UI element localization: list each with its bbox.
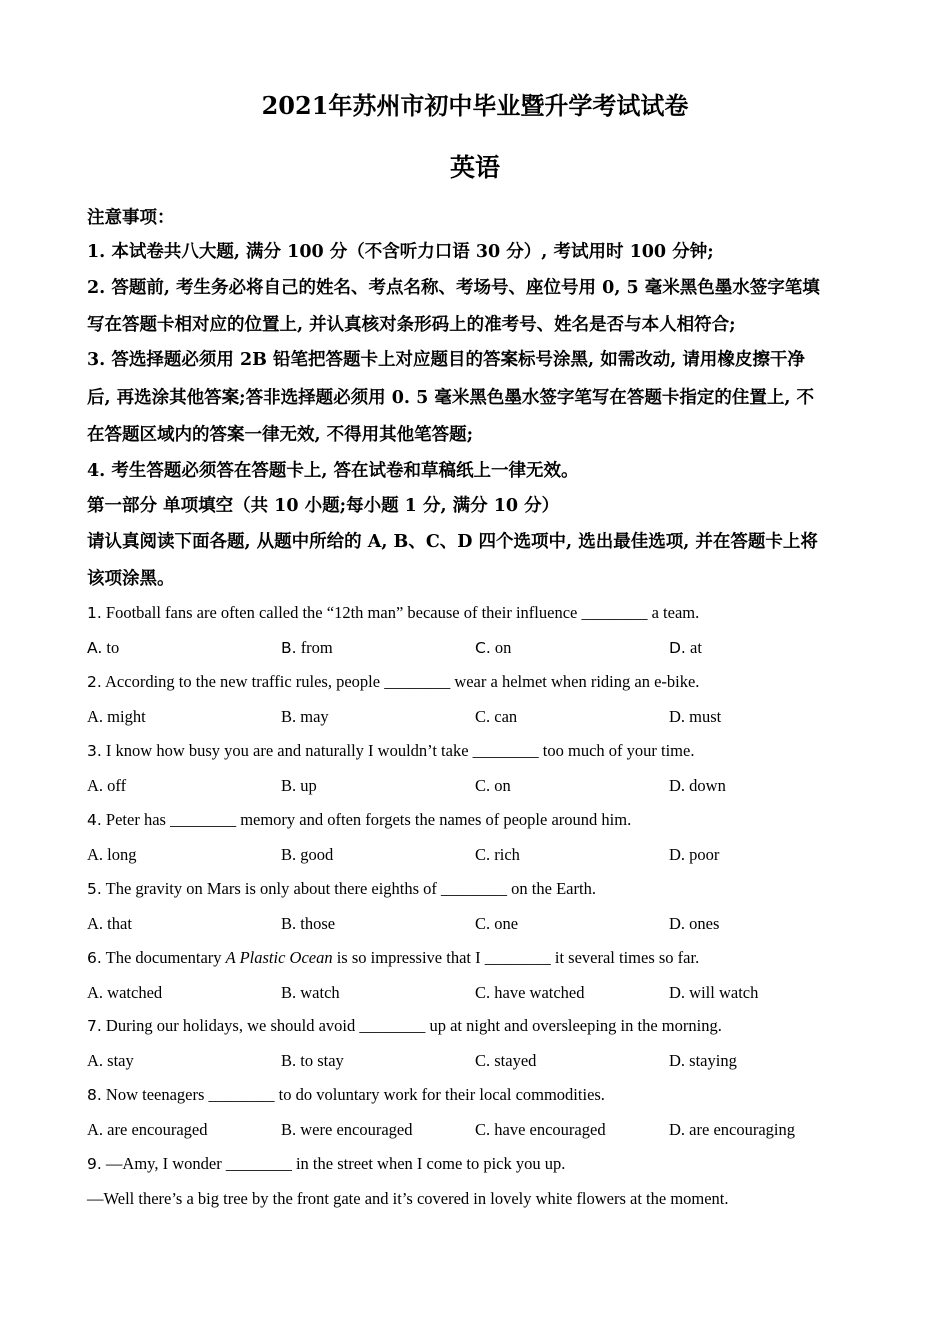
option-d[interactable] bbox=[669, 982, 758, 1004]
question-5 bbox=[87, 878, 596, 900]
question-number: 4. bbox=[87, 811, 102, 829]
option-letter: C. bbox=[475, 983, 491, 1002]
option-letter: A. bbox=[87, 639, 103, 657]
option-c[interactable] bbox=[475, 775, 511, 797]
option-c[interactable] bbox=[475, 706, 517, 728]
question-7 bbox=[87, 1015, 722, 1037]
option-letter: D. bbox=[669, 776, 686, 795]
option-d[interactable] bbox=[669, 1119, 795, 1141]
option-b[interactable] bbox=[281, 844, 333, 866]
notice-line: 写在答题卡相对应的位置上, 并认真核对条形码上的准考号、姓名是否与本人相符合; bbox=[87, 315, 736, 335]
option-text: at bbox=[690, 638, 702, 657]
option-letter: D. bbox=[669, 639, 686, 657]
question-stem: During our holidays, we should avoid ________ up at night and oversleeping in the morning. bbox=[105, 1016, 722, 1035]
question-stem: Football fans are often called the “12th man” because of their influence ________ a team. bbox=[105, 603, 700, 622]
question-number: 9. bbox=[87, 1155, 102, 1173]
option-letter: B. bbox=[281, 1120, 297, 1139]
option-b[interactable] bbox=[281, 706, 329, 728]
option-a[interactable] bbox=[87, 982, 162, 1004]
option-c[interactable] bbox=[475, 1119, 606, 1141]
question-8 bbox=[87, 1084, 605, 1106]
option-letter: D. bbox=[669, 1120, 686, 1139]
option-letter: C. bbox=[475, 1120, 491, 1139]
option-text: have watched bbox=[494, 983, 585, 1002]
question-9 bbox=[87, 1153, 565, 1175]
option-text: good bbox=[300, 845, 334, 864]
option-letter: D. bbox=[669, 707, 686, 726]
exam-subject: 英语 bbox=[449, 153, 500, 182]
option-d[interactable] bbox=[669, 913, 719, 935]
question-number: 7. bbox=[87, 1017, 102, 1035]
question-stem: I know how busy you are and naturally I wouldn’t take ________ too much of your time. bbox=[105, 741, 695, 760]
question-stem-post: is so impressive that I ________ it several times so far. bbox=[332, 948, 700, 967]
question-3 bbox=[87, 740, 694, 762]
option-letter: D. bbox=[669, 983, 686, 1002]
question-stem: —Amy, I wonder ________ in the street when I come to pick you up. bbox=[105, 1154, 566, 1173]
option-letter: C. bbox=[475, 1051, 491, 1070]
option-text: must bbox=[689, 707, 722, 726]
option-letter: A. bbox=[87, 707, 104, 726]
option-a[interactable] bbox=[87, 913, 132, 935]
question-4-options bbox=[87, 844, 863, 866]
option-text: watch bbox=[300, 983, 340, 1002]
option-c[interactable] bbox=[475, 844, 520, 866]
option-text: stayed bbox=[494, 1051, 537, 1070]
option-d[interactable] bbox=[669, 637, 702, 659]
question-stem: According to the new traffic rules, people ________ wear a helmet when riding an e-bike. bbox=[105, 672, 700, 691]
question-number: 2. bbox=[87, 673, 102, 691]
option-text: might bbox=[107, 707, 146, 726]
option-text: poor bbox=[689, 845, 720, 864]
option-letter: B. bbox=[281, 776, 297, 795]
option-letter: B. bbox=[281, 639, 297, 657]
option-text: will watch bbox=[689, 983, 759, 1002]
option-letter: A. bbox=[87, 845, 104, 864]
option-c[interactable] bbox=[475, 637, 511, 659]
option-text: down bbox=[689, 776, 726, 795]
option-d[interactable] bbox=[669, 706, 721, 728]
option-letter: A. bbox=[87, 1051, 104, 1070]
documentary-title: A Plastic Ocean bbox=[225, 948, 333, 967]
option-a[interactable] bbox=[87, 706, 146, 728]
option-text: stay bbox=[107, 1051, 134, 1070]
question-6 bbox=[87, 947, 699, 969]
option-text: may bbox=[300, 707, 329, 726]
option-a[interactable] bbox=[87, 775, 126, 797]
option-d[interactable] bbox=[669, 844, 719, 866]
option-letter: A. bbox=[87, 914, 104, 933]
option-letter: D. bbox=[669, 914, 686, 933]
option-text: that bbox=[107, 914, 132, 933]
question-6-options bbox=[87, 982, 863, 1004]
option-b[interactable] bbox=[281, 1050, 344, 1072]
option-text: rich bbox=[494, 845, 520, 864]
option-letter: C. bbox=[475, 707, 491, 726]
option-text: watched bbox=[107, 983, 163, 1002]
option-text: long bbox=[107, 845, 137, 864]
section-title: 第一部分 单项填空（共 10 小题;每小题 1 分, 满分 10 分） bbox=[87, 496, 560, 516]
option-text: on bbox=[494, 776, 511, 795]
question-5-options bbox=[87, 913, 863, 935]
question-9-reply: —Well there’s a big tree by the front gate and it’s covered in lovely white flowers at the moment. bbox=[87, 1189, 729, 1208]
option-text: one bbox=[494, 914, 519, 933]
option-letter: B. bbox=[281, 1051, 297, 1070]
section-instruction: 请认真阅读下面各题, 从题中所给的 A, B、C、D 四个选项中, 选出最佳选项, 并在答题卡上将 bbox=[87, 532, 818, 552]
option-letter: B. bbox=[281, 845, 297, 864]
option-text: are encouraging bbox=[689, 1120, 795, 1139]
option-b[interactable] bbox=[281, 775, 317, 797]
option-a[interactable] bbox=[87, 1050, 134, 1072]
option-letter: D. bbox=[669, 1051, 686, 1070]
question-number: 6. bbox=[87, 949, 102, 967]
exam-title: 2021年苏州市初中毕业暨升学考试试卷 bbox=[261, 91, 689, 120]
option-letter: C. bbox=[475, 639, 491, 657]
option-text: to stay bbox=[300, 1051, 344, 1070]
option-b[interactable] bbox=[281, 913, 335, 935]
question-stem-pre: The documentary bbox=[105, 948, 226, 967]
option-text: are encouraged bbox=[107, 1120, 208, 1139]
notice-line: 3. 答选择题必须用 2B 铅笔把答题卡上对应题目的答案标号涂黑, 如需改动, 请用橡皮擦干净 bbox=[87, 350, 805, 370]
question-number: 5. bbox=[87, 880, 102, 898]
option-letter: A. bbox=[87, 776, 104, 795]
notice-line: 2. 答题前, 考生务必将自己的姓名、考点名称、考场号、座位号用 0, 5 毫米黑色墨水签字笔填 bbox=[87, 278, 820, 298]
option-text: can bbox=[494, 707, 518, 726]
question-number: 1. bbox=[87, 604, 102, 622]
option-b[interactable] bbox=[281, 637, 333, 659]
option-letter: A. bbox=[87, 983, 104, 1002]
option-letter: B. bbox=[281, 707, 297, 726]
option-text: staying bbox=[689, 1051, 737, 1070]
question-2 bbox=[87, 671, 699, 693]
notice-line: 1. 本试卷共八大题, 满分 100 分（不含听力口语 30 分）, 考试用时 100 分钟; bbox=[87, 242, 714, 262]
question-stem: Peter has ________ memory and often forgets the names of people around him. bbox=[105, 810, 632, 829]
option-text: from bbox=[300, 638, 333, 657]
question-2-options bbox=[87, 706, 863, 728]
option-letter: D. bbox=[669, 845, 686, 864]
option-text: to bbox=[106, 638, 120, 657]
notice-line: 4. 考生答题必须答在答题卡上, 答在试卷和草稿纸上一律无效。 bbox=[87, 461, 579, 481]
option-text: were encouraged bbox=[300, 1120, 413, 1139]
question-number: 8. bbox=[87, 1086, 102, 1104]
option-a[interactable] bbox=[87, 1119, 207, 1141]
option-c[interactable] bbox=[475, 913, 518, 935]
option-text: off bbox=[107, 776, 127, 795]
option-text: on bbox=[494, 638, 512, 657]
option-b[interactable] bbox=[281, 982, 340, 1004]
question-number: 3. bbox=[87, 742, 102, 760]
option-letter: B. bbox=[281, 914, 297, 933]
option-c[interactable] bbox=[475, 1050, 536, 1072]
option-letter: B. bbox=[281, 983, 297, 1002]
option-letter: C. bbox=[475, 776, 491, 795]
notice-line: 在答题区域内的答案一律无效, 不得用其他笔答题; bbox=[87, 425, 474, 445]
question-4 bbox=[87, 809, 631, 831]
option-text: those bbox=[300, 914, 336, 933]
question-stem: The gravity on Mars is only about there eighths of ________ on the Earth. bbox=[105, 879, 596, 898]
question-1-options bbox=[87, 637, 863, 659]
option-d[interactable] bbox=[669, 775, 726, 797]
question-3-options bbox=[87, 775, 863, 797]
notice-line: 后, 再选涂其他答案;答非选择题必须用 0. 5 毫米黑色墨水签字笔写在答题卡指定的住置上, 不 bbox=[87, 388, 815, 408]
question-1 bbox=[87, 602, 699, 624]
option-letter: A. bbox=[87, 1120, 104, 1139]
option-b[interactable] bbox=[281, 1119, 413, 1141]
option-c[interactable] bbox=[475, 982, 585, 1004]
option-text: have encouraged bbox=[494, 1120, 606, 1139]
option-a[interactable] bbox=[87, 637, 119, 659]
option-letter: C. bbox=[475, 845, 491, 864]
section-instruction: 该项涂黑。 bbox=[87, 569, 175, 589]
option-d[interactable] bbox=[669, 1050, 737, 1072]
option-text: ones bbox=[689, 914, 720, 933]
option-a[interactable] bbox=[87, 844, 137, 866]
option-text: up bbox=[300, 776, 317, 795]
question-7-options bbox=[87, 1050, 863, 1072]
option-letter: C. bbox=[475, 914, 491, 933]
question-8-options bbox=[87, 1119, 863, 1141]
question-stem: Now teenagers ________ to do voluntary work for their local commodities. bbox=[105, 1085, 605, 1104]
notice-heading: 注意事项： bbox=[87, 208, 175, 228]
